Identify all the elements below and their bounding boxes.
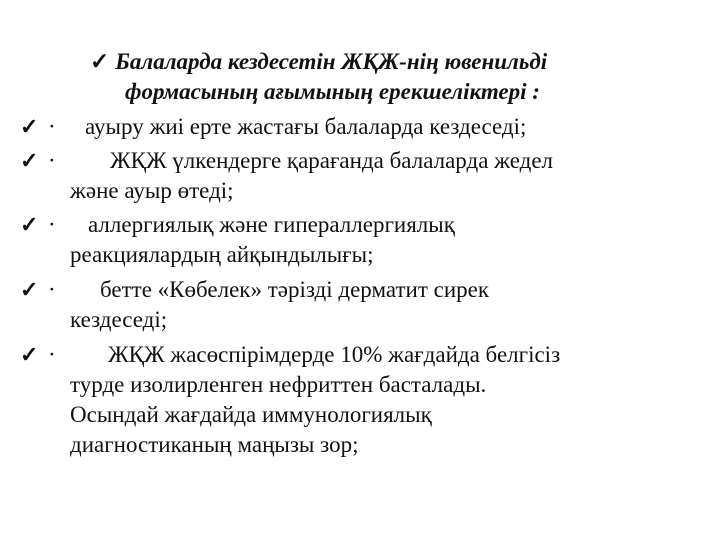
list-item-text: кездеседі; (70, 307, 168, 332)
list-item-text: бетте «Көбелек» тәрізді дерматит сирек (100, 277, 490, 302)
list-item-text: аллергиялық және гипераллергиялық (88, 212, 455, 237)
list-item-text: ЖҚЖ үлкендерге қарағанда балаларда жедел (110, 148, 554, 173)
title-text-1: Балаларда кездесетін ЖҚЖ-нің ювенильді (115, 49, 548, 74)
checkmark-icon: ✓ (20, 148, 39, 173)
list-item-text: турде изолирленген нефриттен басталады. (70, 372, 487, 397)
title-line-2: формасының ағымының ерекшеліктері : (125, 79, 540, 104)
list-item-text: ауыру жиі ерте жастағы балаларда кездеседі; (85, 114, 527, 139)
list-item-text: ЖҚЖ жасөспірімдерде 10% жағдайда белгісіз (108, 342, 561, 367)
list-item-text: диагностиканың маңызы зор; (70, 432, 359, 457)
bullet-dot: · (48, 148, 56, 173)
bullet-dot: · (48, 212, 56, 237)
checkmark-icon: ✓ (20, 277, 39, 302)
bullet-dot: · (48, 114, 56, 139)
list-item-text: реакциялардың айқындылығы; (70, 242, 374, 267)
list-item-text: және ауыр өтеді; (70, 178, 234, 203)
checkmark-icon: ✓ (90, 49, 110, 74)
checkmark-icon: ✓ (20, 212, 39, 237)
bullet-dot: · (48, 277, 56, 302)
checkmark-icon: ✓ (20, 342, 39, 367)
list-item-text: Осындай жағдайда иммунологиялық (70, 402, 432, 427)
checkmark-icon: ✓ (20, 114, 39, 139)
bullet-dot: · (48, 342, 56, 367)
